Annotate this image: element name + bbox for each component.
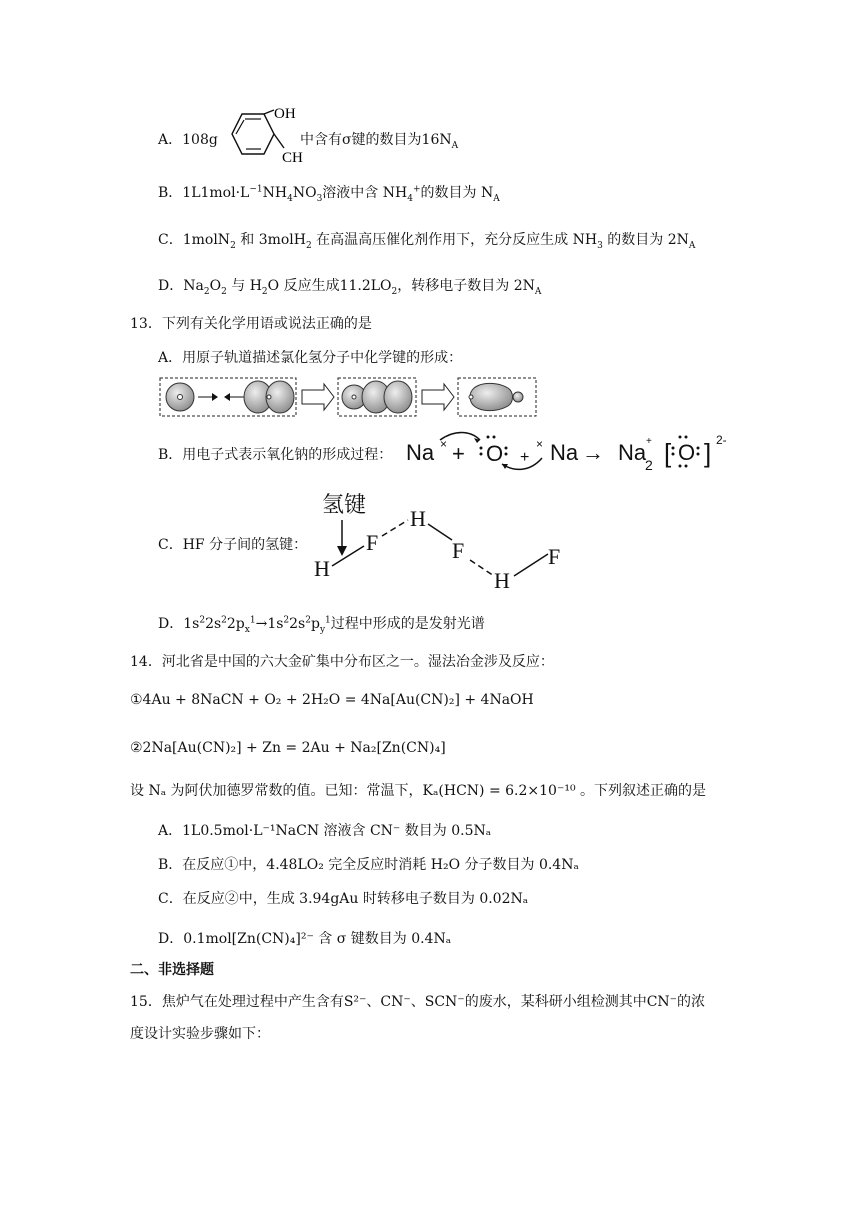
hf-hydrogen-bond-figure <box>308 488 578 598</box>
orbital-overlap-figure <box>158 376 540 418</box>
svg-text:×: × <box>536 437 544 451</box>
svg-text:O: O <box>678 440 696 465</box>
svg-text:+: + <box>520 449 530 466</box>
svg-text:Na: Na <box>406 440 435 465</box>
svg-text:2-: 2- <box>716 433 727 447</box>
q13-option-d: D．$1s^22s^22p_x^1\to 1s^22s^2p_y^1$过程中形成的是发射光谱 <box>158 615 485 635</box>
q14-option-a: A．1L0.5mol·L⁻¹NaCN 溶液含 CN⁻ 数目为 0.5Nₐ <box>158 823 492 839</box>
svg-text:[: [ <box>664 438 672 468</box>
q12-option-d: D．$Na_2O_2$ 与 $H_2O$ 反应生成$11.2LO_2$，转移电子数目为 $2N_A$ <box>158 278 542 297</box>
q12-option-a-text: 中含有σ键的数目为$16N_A$ <box>300 132 459 151</box>
na2o-formation-figure <box>402 428 742 480</box>
q14-given: 设 Nₐ 为阿伏加德罗常数的值。已知：常温下，Kₐ(HCN) = 6.2×10⁻¹⁰ 。下列叙述正确的是 <box>130 783 707 799</box>
q14-option-b: B．在反应①中，4.48LO₂ 完全反应时消耗 H₂O 分子数目为 0.4Nₐ <box>158 857 579 873</box>
svg-text:+: + <box>452 441 465 466</box>
q13-stem: 13．下列有关化学用语或说法正确的是 <box>130 316 372 332</box>
q14-option-c: C．在反应②中，生成 3.94gAu 时转移电子数目为 0.02Nₐ <box>158 891 529 907</box>
svg-text:×: × <box>440 437 448 451</box>
svg-text:2: 2 <box>645 457 653 473</box>
oh-label: OH <box>274 106 296 122</box>
svg-text:氢键: 氢键 <box>322 492 367 517</box>
q13-option-b: B．用电子式表示氧化钠的形成过程： <box>158 447 393 463</box>
q14-stem: 14．河北省是中国的六大金矿集中分布区之一。湿法冶金涉及反应： <box>130 654 554 670</box>
svg-text:Na: Na <box>550 440 579 465</box>
svg-text:H: H <box>410 506 426 531</box>
svg-text:+: + <box>646 436 652 447</box>
q15-line-2: 度设计实验步骤如下： <box>130 1026 270 1042</box>
cresol-structure-icon <box>212 104 312 170</box>
q14-reaction-1: ①4Au + 8NaCN + O₂ + 2H₂O = 4Na[Au(CN)₂] + 4NaOH <box>130 692 534 708</box>
svg-text:F: F <box>548 544 561 569</box>
q13-option-c: C．HF 分子间的氢键： <box>158 537 308 553</box>
section-heading: 二、非选择题 <box>130 962 214 978</box>
svg-text:F: F <box>452 538 465 563</box>
q12-option-b: B．$1L1mol\cdot L^{-1}NH_4NO_3$溶液中含 $NH_4^+$的数目为 $N_A$ <box>158 184 500 204</box>
svg-text:→: → <box>582 440 604 465</box>
q12-option-c: C．1molN$_2$ 和 3molH$_2$ 在高温高压催化剂作用下，充分反应生成 $NH_3$ 的数目为 $2N_A$ <box>158 232 696 251</box>
svg-text:H: H <box>314 556 330 581</box>
q13-option-a: A．用原子轨道描述氯化氢分子中化学键的形成： <box>158 350 463 366</box>
q14-option-d: D．0.1mol[Zn(CN)₄]²⁻ 含 σ 键数目为 0.4Nₐ <box>158 931 452 947</box>
ch3-label: CH <box>282 150 303 166</box>
q14-reaction-2: ②2Na[Au(CN)₂] + Zn = 2Au + Na₂[Zn(CN)₄] <box>130 740 446 756</box>
svg-text:F: F <box>366 530 379 555</box>
svg-text:H: H <box>494 568 510 593</box>
q12-option-a: A．108g <box>158 132 218 148</box>
svg-text:]: ] <box>704 438 712 468</box>
svg-text:O: O <box>486 441 504 466</box>
svg-text:Na: Na <box>618 440 647 465</box>
q15-line-1: 15．焦炉气在处理过程中产生含有S²⁻、CN⁻、SCN⁻的废水，某科研小组检测其中CN⁻的浓 <box>130 994 706 1010</box>
